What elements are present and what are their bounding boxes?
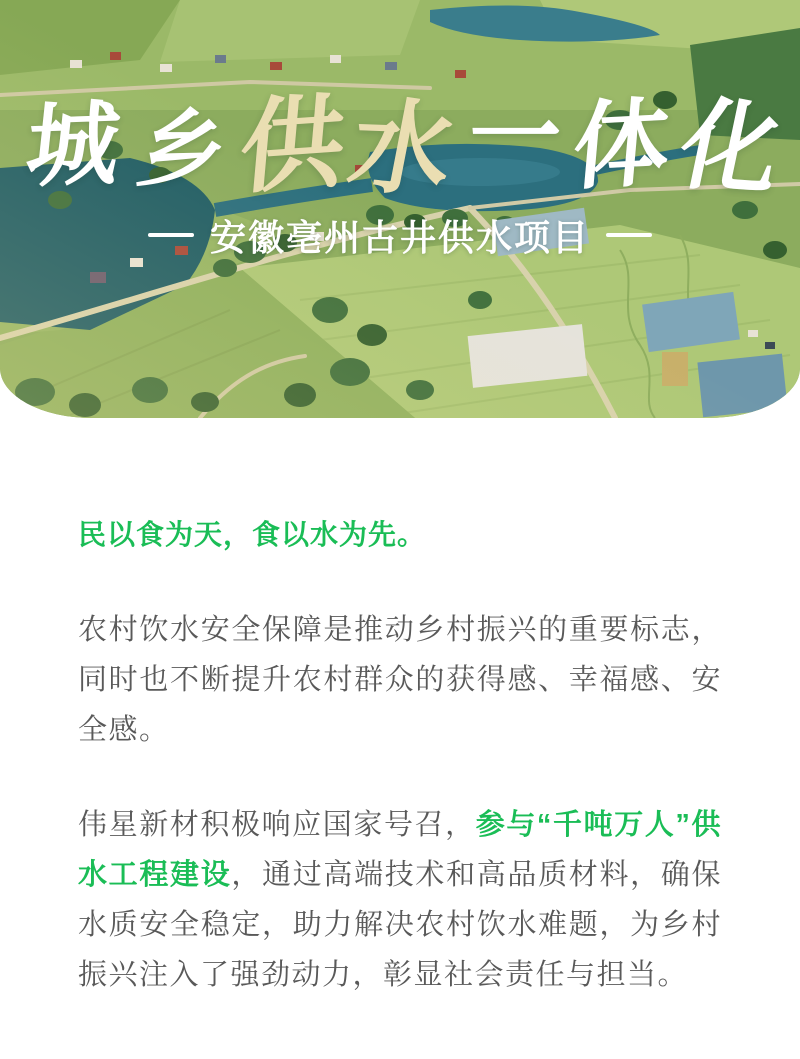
title-char: 城 xyxy=(21,93,121,199)
hero-banner xyxy=(0,0,800,418)
hero-overlay xyxy=(0,0,800,418)
subtitle-dash-right xyxy=(606,233,652,237)
article-body xyxy=(0,510,800,1000)
title-char: 供 xyxy=(235,85,346,207)
text-segment: ，通过高端技术和高品质材料，确保水质安全稳定，助力解决农村饮水难题，为乡村振兴注入了强劲动力，彰显社会责任与担当。 xyxy=(78,859,722,991)
lead-paragraph: 民以食为天，食以水为先。 xyxy=(78,519,427,550)
subtitle-dash-left xyxy=(148,233,194,237)
text-segment: 伟星新材积极响应国家号召， xyxy=(78,809,476,841)
emphasis-segment: 参与“千吨万人”供水工程建设 xyxy=(78,809,722,891)
paragraph-1: 农村饮水安全保障是推动乡村振兴的重要标志，同时也不断提升农村群众的获得感、幸福感、安全感。 xyxy=(78,614,722,746)
paragraph-2 xyxy=(78,800,722,1000)
title-char: 乡 xyxy=(130,101,230,201)
hero-subtitle xyxy=(148,210,652,261)
title-char: 水 xyxy=(340,91,459,207)
hero-title xyxy=(21,85,787,207)
title-char: 体 xyxy=(568,90,670,202)
title-char: 一 xyxy=(456,87,567,189)
title-char: 化 xyxy=(669,89,787,207)
subtitle-text: 安徽亳州古井供水项目 xyxy=(209,216,590,259)
